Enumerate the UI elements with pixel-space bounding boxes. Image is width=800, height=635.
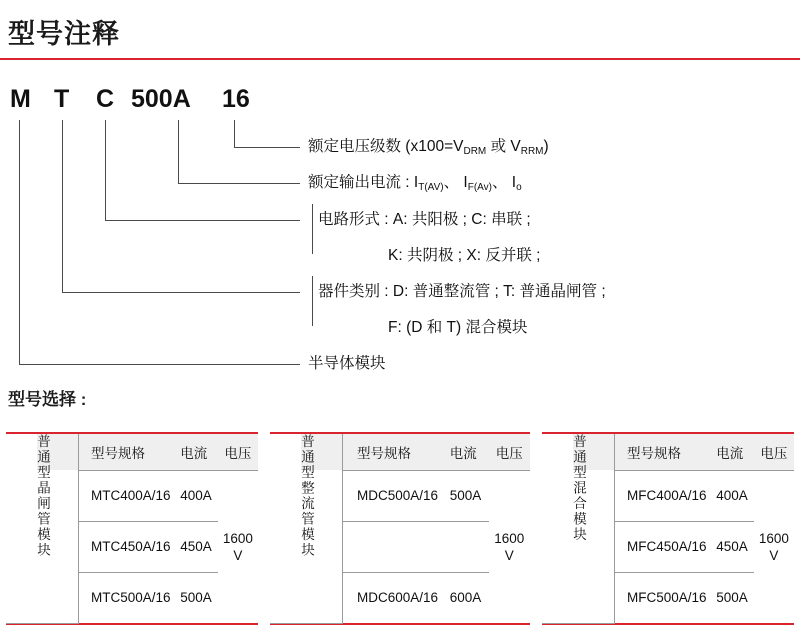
table-header-row xyxy=(542,434,794,470)
table1-header-voltage: 电压 xyxy=(218,434,258,470)
model-table-hybrid xyxy=(542,432,794,625)
page-title: 型号注释 xyxy=(8,19,120,49)
table3-category: 普通型混合模块 xyxy=(542,434,615,623)
annotation-circuit-form-line1: 电路形式 : A: 共阳极 ; C: 串联 ; xyxy=(318,211,531,228)
code-char-t: T xyxy=(54,85,70,113)
leader-line-voltage-grade-vertical xyxy=(234,120,235,147)
leader-line-device-type-vertical xyxy=(62,120,63,292)
table1-row2-current: 450A xyxy=(176,521,218,572)
model-table-thyristor xyxy=(6,432,258,625)
leader-line-semiconductor-module-horizontal xyxy=(19,364,300,365)
leader-line-semiconductor-module-vertical xyxy=(19,120,20,364)
annotation-semiconductor-module: 半导体模块 xyxy=(308,355,386,372)
table2-header-model: 型号规格 xyxy=(343,434,446,470)
table1-row1-model: MTC400A/16 xyxy=(79,470,177,521)
table3-row3-model: MFC500A/16 xyxy=(627,590,707,606)
leader-line-circuit-form-vertical xyxy=(105,120,106,220)
model-code-row xyxy=(0,84,800,118)
code-char-current: 500A xyxy=(131,85,191,113)
table1-header-current: 电流 xyxy=(176,434,218,470)
table2-row1-model: MDC500A/16 xyxy=(343,470,446,521)
annotation-circuit-form-line2: K: 共阴极 ; X: 反并联 ; xyxy=(388,247,541,264)
code-char-m: M xyxy=(10,85,31,113)
table3-row2-model: MFC450A/16 xyxy=(615,521,713,572)
table2-row2-current xyxy=(446,521,489,572)
code-char-voltage: 16 xyxy=(222,85,250,113)
table2-header-current: 电流 xyxy=(446,434,489,470)
table3-voltage-value: 1600 V xyxy=(758,530,789,563)
table1-voltage-value: 1600 V xyxy=(222,530,253,563)
table2-row3-current: 600A xyxy=(449,590,482,606)
annotation-voltage-grade-text: 额定电压级数 ($x100=V_{DRM}$ 或 $V_{RRM}$) xyxy=(308,138,549,157)
leader-line-output-current-horizontal xyxy=(178,183,300,184)
table2-voltage-value: 1600 V xyxy=(494,530,525,563)
table-header-row xyxy=(270,434,530,470)
table2-row2-model xyxy=(343,521,446,572)
table1-row2-model: MTC450A/16 xyxy=(79,521,177,572)
table1-category: 普通型晶闸管模块 xyxy=(6,434,79,623)
table3-header-current: 电流 xyxy=(712,434,754,470)
annotation-device-type-line1: 器件类别 : D: 普通整流管 ; T: 普通晶闸管 ; xyxy=(318,283,606,300)
table1-header-model: 型号规格 xyxy=(79,434,177,470)
leader-line-device-type-brace xyxy=(312,276,313,326)
code-char-c: C xyxy=(96,85,115,113)
leader-line-device-type-horizontal xyxy=(62,292,300,293)
model-table-rectifier xyxy=(270,432,530,625)
table1-row1-current: 400A xyxy=(176,470,218,521)
leader-line-output-current-vertical xyxy=(178,120,179,183)
table3-header-model: 型号规格 xyxy=(615,434,713,470)
annotation-voltage-grade xyxy=(308,137,549,162)
title-divider xyxy=(0,58,800,60)
table3-row3-current: 500A xyxy=(716,590,748,606)
table2-category: 普通型整流管模块 xyxy=(270,434,343,623)
table2-header-voltage: 电压 xyxy=(489,434,530,470)
annotation-output-current xyxy=(308,173,522,198)
leader-line-circuit-form-horizontal xyxy=(105,220,300,221)
table-header-row xyxy=(6,434,258,470)
annotation-device-type-line2: F: (D 和 T) 混合模块 xyxy=(388,319,528,336)
table2-row1-current: 500A xyxy=(446,470,489,521)
leader-line-circuit-form-brace xyxy=(312,204,313,254)
table3-row2-current: 450A xyxy=(712,521,754,572)
annotation-output-current-text: 额定输出电流 : $I_{T(AV)}$、 $I_{F(Av)}$、 $I_o$ xyxy=(308,174,522,193)
table1-row3-current: 500A xyxy=(180,590,212,606)
table2-row3-model: MDC600A/16 xyxy=(357,590,439,606)
table3-header-voltage: 电压 xyxy=(754,434,794,470)
table1-row3-model: MTC500A/16 xyxy=(91,590,171,606)
table3-row1-model: MFC400A/16 xyxy=(615,470,713,521)
model-selection-title: 型号选择 : xyxy=(8,390,87,409)
table3-row1-current: 400A xyxy=(712,470,754,521)
leader-line-voltage-grade-horizontal xyxy=(234,147,300,148)
